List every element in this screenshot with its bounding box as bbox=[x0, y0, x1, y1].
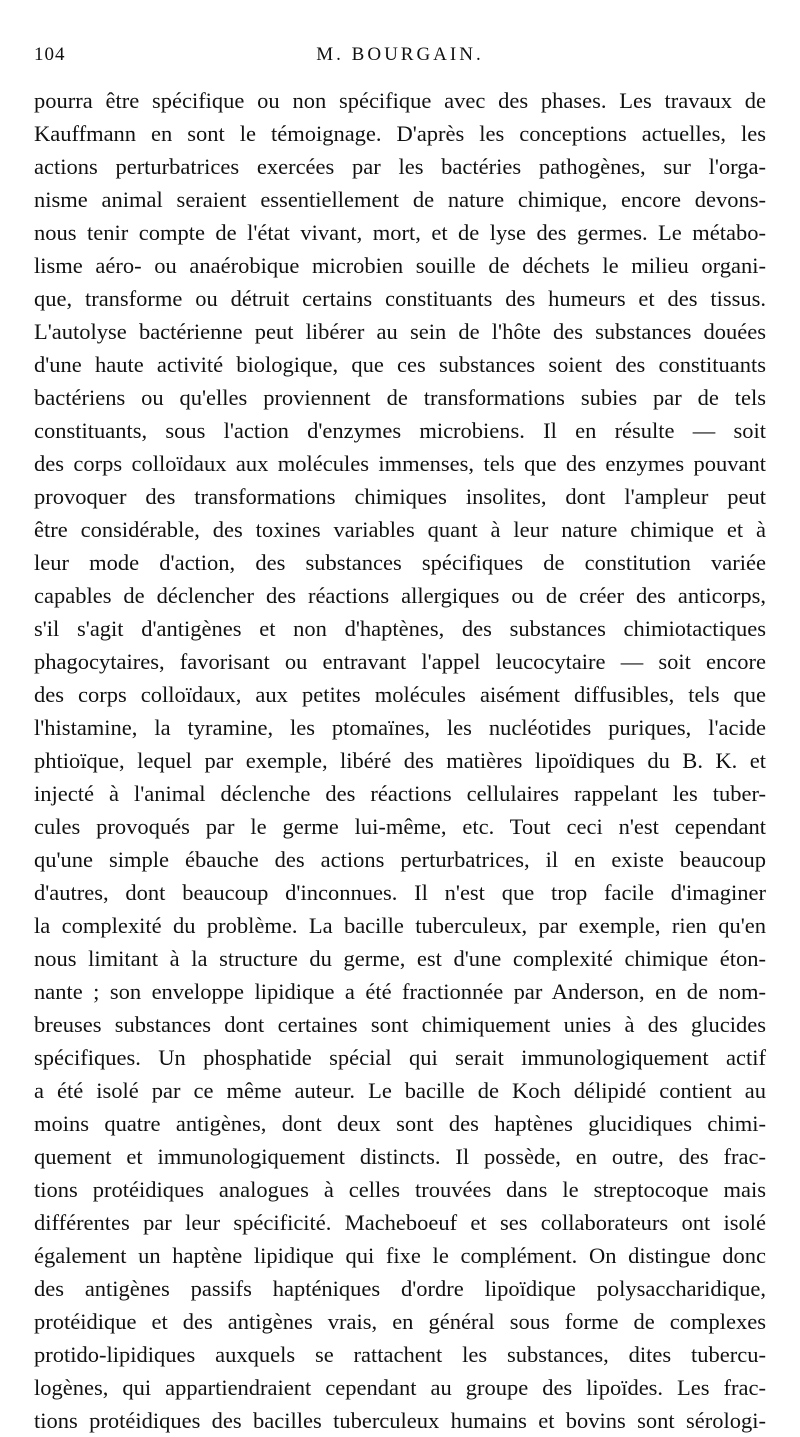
text-line: provoquer des transformations chimiques insolites, dont l'ampleur peut bbox=[34, 484, 766, 509]
text-line: nante ; son enveloppe lipidique a été fractionnée par Anderson, en de nom- bbox=[34, 979, 766, 1004]
text-line: d'autres, dont beaucoup d'inconnues. Il n'est que trop facile d'imaginer bbox=[34, 880, 766, 905]
text-line: être considérable, des toxines variables quant à leur nature chimique et à bbox=[34, 517, 766, 542]
text-line: lisme aéro- ou anaérobique microbien souille de déchets le milieu organi- bbox=[34, 253, 766, 278]
body-text bbox=[34, 84, 766, 1437]
text-line: que, transforme ou détruit certains constituants des humeurs et des tissus. bbox=[34, 286, 766, 311]
text-line: des corps colloïdaux, aux petites molécules aisément diffusibles, tels que bbox=[34, 682, 766, 707]
text-line: également un haptène lipidique qui fixe le complément. On distingue donc bbox=[34, 1243, 766, 1268]
text-line: différentes par leur spécificité. Macheboeuf et ses collaborateurs ont isolé bbox=[34, 1210, 766, 1235]
text-line: des corps colloïdaux aux molécules immenses, tels que des enzymes pouvant bbox=[34, 451, 766, 476]
text-line: tions protéidiques des bacilles tuberculeux humains et bovins sont sérologi- bbox=[34, 1408, 766, 1433]
text-line: pourra être spécifique ou non spécifique avec des phases. Les travaux de bbox=[34, 88, 766, 113]
text-line: a été isolé par ce même auteur. Le bacille de Koch délipidé contient au bbox=[34, 1078, 766, 1103]
text-line: leur mode d'action, des substances spécifiques de constitution variée bbox=[34, 550, 766, 575]
text-line: des antigènes passifs hapténiques d'ordre lipoïdique polysaccharidique, bbox=[34, 1276, 766, 1301]
text-line: protéidique et des antigènes vrais, en général sous forme de complexes bbox=[34, 1309, 766, 1334]
text-line: phtioïque, lequel par exemple, libéré des matières lipoïdiques du B. K. et bbox=[34, 748, 766, 773]
text-line: tions protéidiques analogues à celles trouvées dans le streptocoque mais bbox=[34, 1177, 766, 1202]
text-line: bactériens ou qu'elles proviennent de transformations subies par de tels bbox=[34, 385, 766, 410]
text-line: injecté à l'animal déclenche des réactions cellulaires rappelant les tuber- bbox=[34, 781, 766, 806]
text-line: logènes, qui appartiendraient cependant au groupe des lipoïdes. Les frac- bbox=[34, 1375, 766, 1400]
text-line: constituants, sous l'action d'enzymes microbiens. Il en résulte — soit bbox=[34, 418, 766, 443]
text-line: d'une haute activité biologique, que ces substances soient des constituants bbox=[34, 352, 766, 377]
text-line: moins quatre antigènes, dont deux sont des haptènes glucidiques chimi- bbox=[34, 1111, 766, 1136]
text-line: qu'une simple ébauche des actions perturbatrices, il en existe beaucoup bbox=[34, 847, 766, 872]
text-line: quement et immunologiquement distincts. Il possède, en outre, des frac- bbox=[34, 1144, 766, 1169]
text-line: s'il s'agit d'antigènes et non d'haptènes, des substances chimiotactiques bbox=[34, 616, 766, 641]
text-line: nous tenir compte de l'état vivant, mort, et de lyse des germes. Le métabo- bbox=[34, 220, 766, 245]
text-line: breuses substances dont certaines sont chimiquement unies à des glucides bbox=[34, 1012, 766, 1037]
text-line: capables de déclencher des réactions allergiques ou de créer des anticorps, bbox=[34, 583, 766, 608]
text-line: protido-lipidiques auxquels se rattachent les substances, dites tubercu- bbox=[34, 1342, 766, 1367]
text-line: L'autolyse bactérienne peut libérer au sein de l'hôte des substances douées bbox=[34, 319, 766, 344]
text-line: la complexité du problème. La bacille tuberculeux, par exemple, rien qu'en bbox=[34, 913, 766, 938]
text-line: spécifiques. Un phosphatide spécial qui serait immunologiquement actif bbox=[34, 1045, 766, 1070]
text-line: phagocytaires, favorisant ou entravant l'appel leucocytaire — soit encore bbox=[34, 649, 766, 674]
text-line: nisme animal seraient essentiellement de nature chimique, encore devons- bbox=[34, 187, 766, 212]
running-head: M. BOURGAIN. bbox=[316, 44, 484, 65]
text-line: nous limitant à la structure du germe, est d'une complexité chimique éton- bbox=[34, 946, 766, 971]
text-line: l'histamine, la tyramine, les ptomaïnes, les nucléotides puriques, l'acide bbox=[34, 715, 766, 740]
text-line: Kauffmann en sont le témoignage. D'après les conceptions actuelles, les bbox=[34, 121, 766, 146]
text-line: cules provoqués par le germe lui-même, etc. Tout ceci n'est cependant bbox=[34, 814, 766, 839]
page-number: 104 bbox=[34, 44, 66, 65]
page-header bbox=[34, 44, 766, 72]
text-line: actions perturbatrices exercées par les bactéries pathogènes, sur l'orga- bbox=[34, 154, 766, 179]
